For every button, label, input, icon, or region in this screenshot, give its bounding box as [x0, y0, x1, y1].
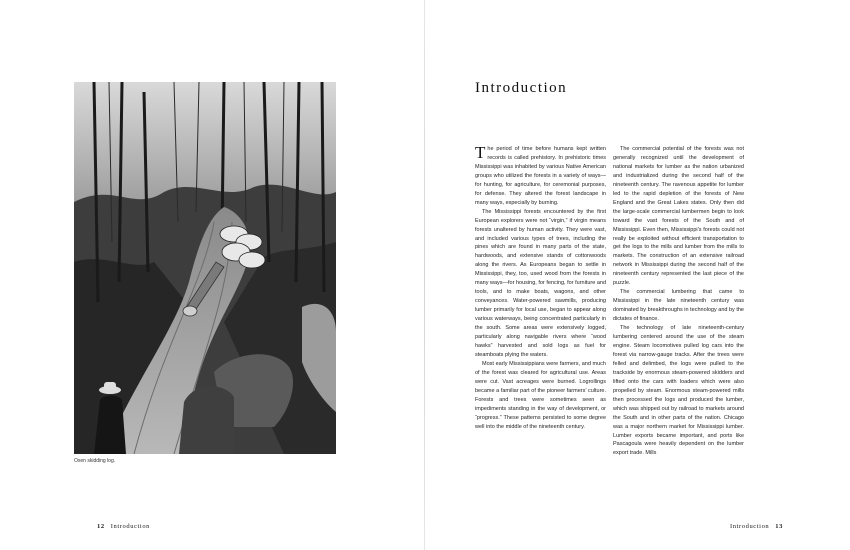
paragraph: The Mississippi forests encountered by the first European explorers were not “virgin,” if virgin means forests unaltered by human activity. They were vast, and included various types of trees, including the pines which are found in many parts of the state, hardwoods, and extensive stands of cottonwoods along the rivers. As Europeans began to settle in Mississippi, they, too, used wood from the forests in many ways—for housing, for fencing, for furniture and tools, and to make boats, wagons, and other conveyances. Water-powered sawmills, producing lumber primarily for local use, began to appear along various waterways, being concentrated particularly in the south. Some areas were extensively logged, particularly along navigable rivers where “wood hawks” harvested and sold logs as fuel for steamboats plying the waters.: [475, 208, 606, 358]
folio-left: [91, 523, 150, 530]
page-number-right: 13: [775, 523, 783, 530]
paragraph: Most early Mississippians were farmers, and much of the forest was cleared for agricultural use. Areas were cut. Vast acreages were burned. Logrollings became a familiar part of the pioneer farmers’ culture. Forests and trees were sometimes seen as impediments standing in the way of development, or “progress.” These patterns persisted to some degree well into the middle of the nineteenth century.: [475, 360, 606, 430]
drop-cap: T: [475, 143, 486, 162]
folio-right: [730, 523, 789, 530]
page-number-left: 12: [97, 523, 105, 530]
paragraph: [475, 145, 606, 208]
photo-caption: Oxen skidding log.: [74, 458, 116, 464]
paragraph-text: he period of time before humans kept written records is called prehistory. In prehistoric times Mississippi was inhabited by various Native American groups who utilized the forests in a variety of ways—for hunting, for agriculture, for ceremonial purposes, for defense. They altered the forest landscape in many ways, especially by burning.: [475, 146, 606, 206]
paragraph: The technology of late nineteenth-century lumbering centered around the use of the steam engine. Steam locomotives pulled log cars into the forest via narrow-gauge tracks. After the trees were felled and delimbed, the logs were pulled to the trackside by enormous steam-powered skidders and lifted onto the cars with loaders which were also propelled by steam. Enormous steam-powered mills then processed the logs and produced the lumber, which was shipped out by railroad to markets around the South and in other parts of the nation. Chicago was a major northern market for Mississippi lumber. Lumber exports became important, and ports like Pascagoula were heavily dependent on the lumber export trade. Mills: [613, 325, 744, 457]
text-column-1: [475, 145, 606, 432]
photo-illustration: [74, 82, 336, 454]
chapter-title: Introduction: [475, 80, 568, 96]
running-head-left: Introduction: [110, 523, 151, 530]
paragraph: The commercial potential of the forests was not generally recognized until the development of national markets for lumber as the nation urbanized and industrialized during the second half of the nineteenth century. The ravenous appetite for lumber led to the rapid depletion of the forests of New England and the Great Lakes states. Only then did the large-scale commercial lumbermen begin to look toward the vast forests of the South and of Mississippi. Even then, Mississippi’s forests could not really be exploited without efficient transportation to get the logs to the mills and lumber from the mills to markets. The construction of an extensive railroad network in Mississippi during the second half of the nineteenth century represented the last piece of the puzzle.: [613, 146, 744, 287]
photo-oxen-skidding-log: [74, 82, 336, 454]
running-head-right: Introduction: [729, 523, 770, 530]
paragraph: The commercial lumbering that came to Mississippi in the late nineteenth century was dominated by breakthroughs in technology and by the dictates of finance.: [613, 289, 744, 323]
text-column-2: [613, 145, 744, 458]
